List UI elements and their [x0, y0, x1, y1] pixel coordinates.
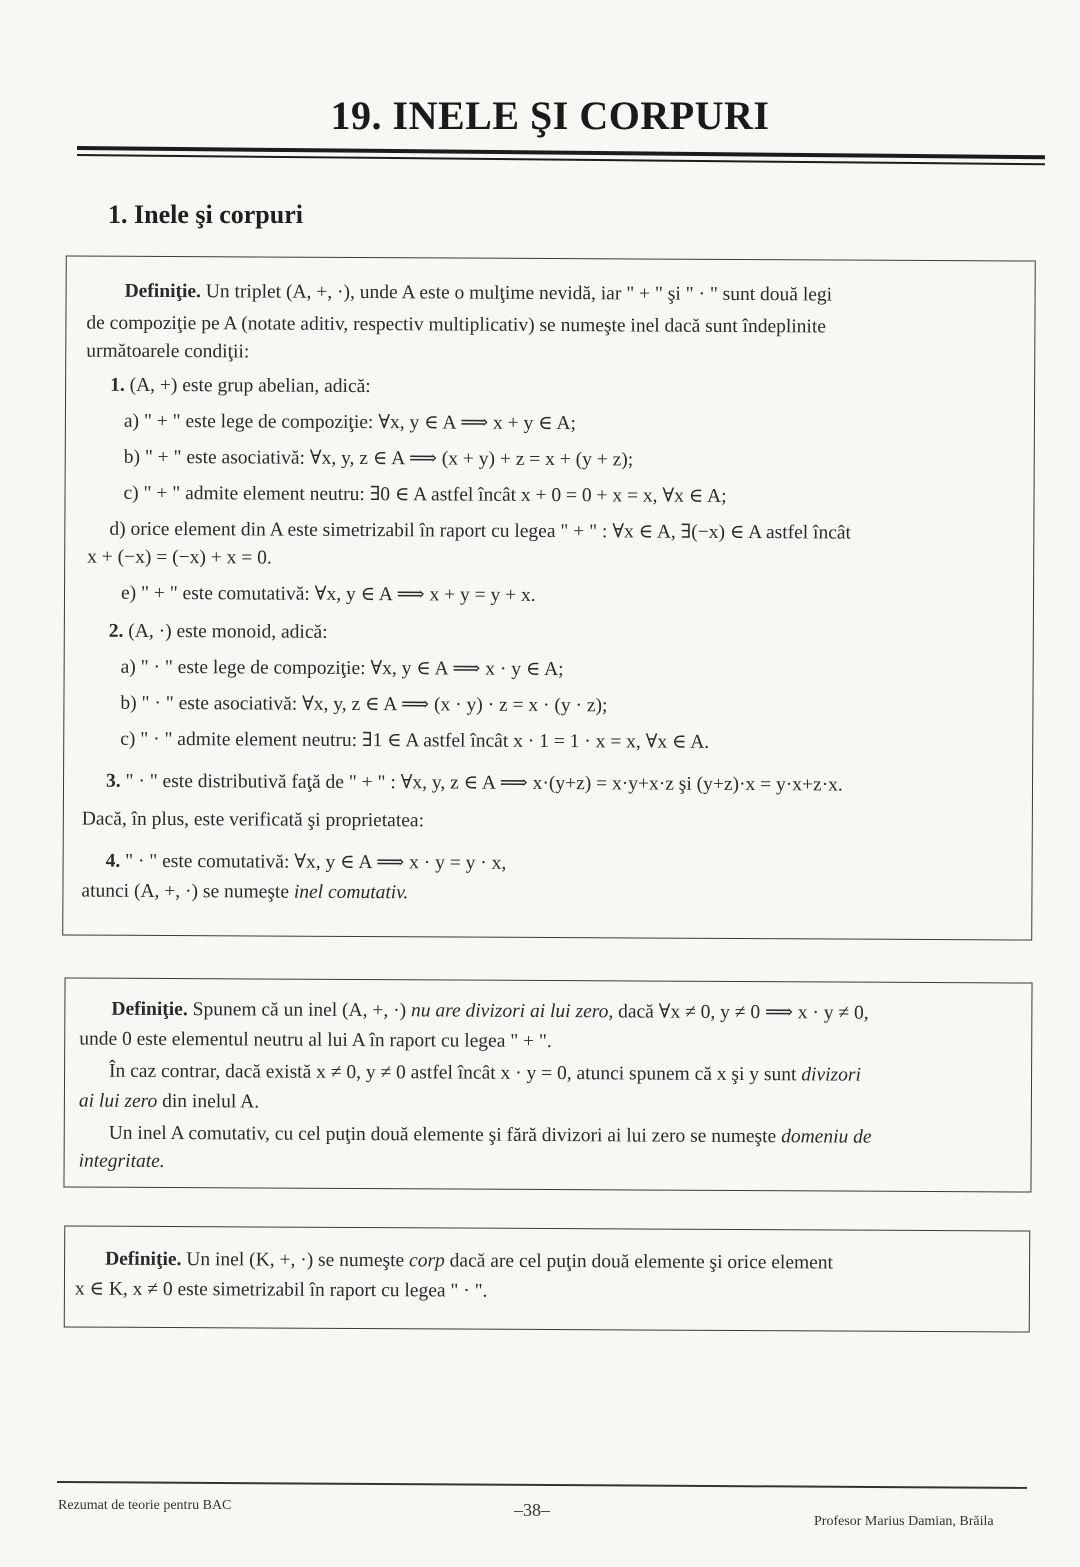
- term-commutative-ring: inel comutativ.: [293, 881, 409, 904]
- condition-3: [106, 767, 843, 800]
- definition-ring-box: [62, 255, 1036, 940]
- footer-right: Profesor Marius Damian, Brăila: [814, 1514, 994, 1529]
- text: , dacă ∀x ≠ 0, y ≠ 0 ⟹ x · y ≠ 0,: [608, 1001, 869, 1024]
- definition-label: Definiţie.: [105, 1248, 182, 1271]
- condition-number: 4.: [105, 850, 121, 872]
- text: Spunem că un inel (A, +, ·): [192, 999, 412, 1022]
- condition-text: " · " este distributivă faţă de " + " : ∀x, y, z ∈ A ⟹ x·(y+z) = x·y+x·z şi (y+z)·x = y·x+z·x.: [125, 770, 843, 796]
- text: În caz contrar, dacă există x ≠ 0, y ≠ 0 astfel încât x · y = 0, atunci spunem că x şi y sunt: [109, 1060, 802, 1086]
- term-no-zero-divisors: nu are divizori ai lui zero: [410, 1000, 609, 1023]
- footer-left: Rezumat de teorie pentru BAC: [58, 1498, 232, 1513]
- text: Un inel A comutativ, cu cel puţin două elemente şi fără divizori ai lui zero se numeşte: [108, 1122, 782, 1148]
- text: din inelul A.: [157, 1090, 260, 1113]
- definition-zero-divisors-box: [63, 977, 1032, 1192]
- definition-field-box: [64, 1225, 1031, 1332]
- zero-div-line3: [109, 1057, 861, 1090]
- condition-text: " · " este comutativă: ∀x, y ∈ A ⟹ x · y = y · x,: [125, 850, 507, 874]
- chapter-title: 19. INELE ŞI CORPURI: [330, 93, 770, 138]
- text: Un inel (K, +, ·) se numeşte: [186, 1249, 410, 1272]
- condition-2a: a) " · " este lege de compoziţie: ∀x, y ∈ A ⟹ x · y ∈ A;: [120, 656, 564, 681]
- definition-ring-intro-line3: următoarele condiţii:: [86, 340, 250, 363]
- condition-1c: c) " + " admite element neutru: ∃0 ∈ A astfel încât x + 0 = 0 + x = x, ∀x ∈ A;: [123, 482, 727, 507]
- conclusion: [81, 877, 408, 908]
- condition-1b: b) " + " este asociativă: ∀x, y, z ∈ A ⟹ (x + y) + z = x + (y + z);: [123, 446, 634, 471]
- condition-1d-cont: x + (−x) = (−x) + x = 0.: [87, 546, 272, 569]
- condition-number: 1.: [110, 374, 125, 396]
- conclusion-text: atunci (A, +, ·) se numeşte: [81, 880, 294, 903]
- definition-label: Definiţie.: [111, 998, 188, 1021]
- condition-2: [109, 617, 328, 647]
- term-integral-domain-cont: integritate.: [78, 1150, 165, 1172]
- zero-div-line2: unde 0 este elementul neutru al lui A în raport cu legea " + ".: [79, 1028, 552, 1053]
- condition-4: [106, 847, 507, 878]
- definition-text: Un triplet (A, +, ·), unde A este o mulţime nevidă, iar " + " şi " · " sunt două legi: [205, 281, 833, 306]
- condition-number: 2.: [108, 620, 124, 642]
- section-title: 1. Inele şi corpuri: [108, 200, 303, 229]
- condition-2b: b) " · " este asociativă: ∀x, y, z ∈ A ⟹ (x · y) · z = x · (y · z);: [120, 692, 608, 717]
- term-field: corp: [409, 1250, 445, 1272]
- definition-ring-intro-line2: de compoziţie pe A (notate aditiv, respectiv multiplicativ) se numeşte inel dacă sunt îndeplinite: [86, 312, 827, 338]
- condition-2c: c) " · " admite element neutru: ∃1 ∈ A astfel încât x · 1 = 1 · x = x, ∀x ∈ A.: [120, 728, 710, 753]
- zero-div-line1: [111, 995, 868, 1028]
- zero-div-line5: [109, 1119, 872, 1152]
- condition-1a: a) " + " este lege de compoziţie: ∀x, y ∈ A ⟹ x + y ∈ A;: [123, 410, 576, 435]
- term-integral-domain: domeniu de: [781, 1126, 872, 1148]
- definition-label: Definiţie.: [124, 280, 202, 303]
- condition-1e: e) " + " este comutativă: ∀x, y ∈ A ⟹ x + y = y + x.: [120, 582, 536, 606]
- condition-number: 3.: [105, 770, 121, 792]
- definition-ring-intro-line1: [125, 277, 833, 310]
- page-number: –38–: [514, 1500, 550, 1520]
- zero-div-line4: [79, 1087, 259, 1117]
- term-zero-divisors-cont: ai lui zero: [78, 1090, 158, 1112]
- extra-intro: Dacă, în plus, este verificată şi proprietatea:: [81, 808, 425, 832]
- footer-rule: [57, 1481, 1027, 1488]
- field-line1: [105, 1245, 833, 1278]
- term-zero-divisors: divizori: [801, 1064, 861, 1086]
- condition-text: (A, ·) este monoid, adică:: [128, 620, 328, 643]
- zero-div-line6: [79, 1147, 165, 1177]
- condition-1: [110, 371, 371, 402]
- field-line2: x ∈ K, x ≠ 0 este simetrizabil în raport cu legea " · ".: [74, 1278, 488, 1302]
- condition-1d: d) orice element din A este simetrizabil în raport cu legea " + " : ∀x ∈ A, ∃(−x) ∈ A astfel încât: [109, 518, 852, 544]
- condition-text: (A, +) este grup abelian, adică:: [129, 374, 371, 398]
- text: dacă are cel puţin două elemente şi orice element: [444, 1250, 834, 1274]
